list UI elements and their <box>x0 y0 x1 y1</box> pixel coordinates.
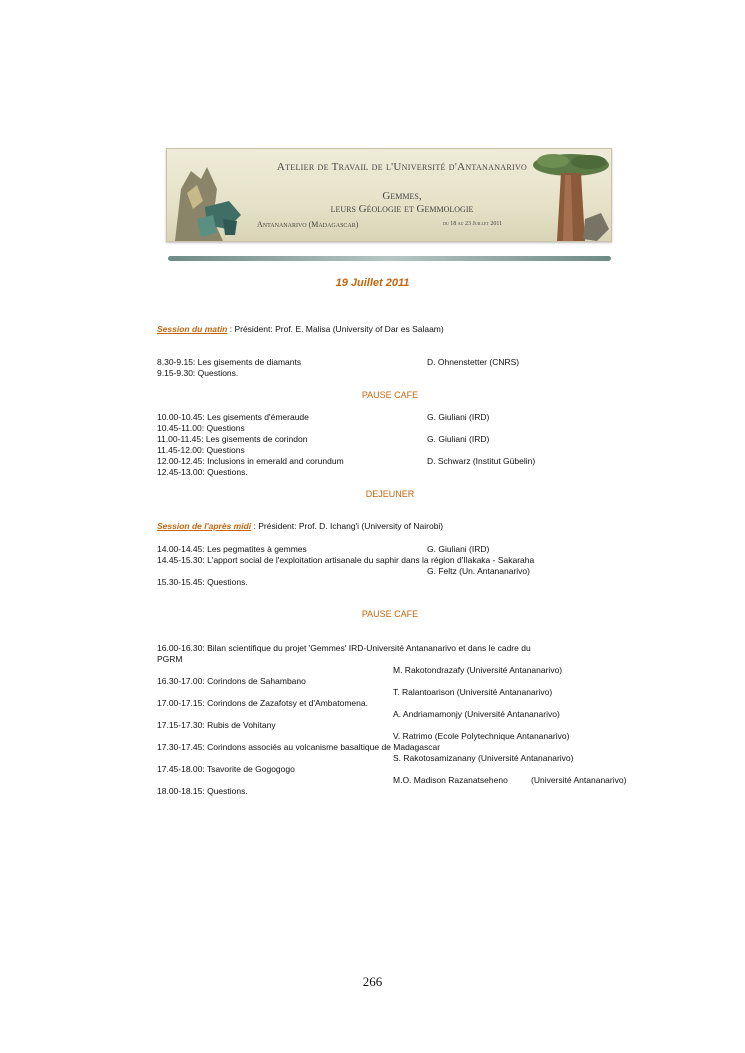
program-speaker: G. Feltz (Un. Antananarivo) <box>427 566 530 576</box>
program-entry: 10.00-10.45: Les gisements d'émeraude <box>157 412 309 422</box>
page-number: 266 <box>362 974 383 989</box>
program-entry: 12.45-13.00: Questions. <box>157 467 248 477</box>
program-entry: 16.00-16.30: Bilan scientifique du projet 'Gemmes' IRD-Université Antananarivo et dans le cadre du <box>157 643 531 653</box>
session-afternoon-header <box>157 521 443 531</box>
program-entry: 9.15-9.30: Questions. <box>157 368 239 378</box>
banner-title: Atelier de Travail de l'Université d'Antananarivo <box>276 161 528 173</box>
program-entry: 11.00-11.45: Les gisements de corindon <box>157 434 308 444</box>
program-entry: 17.15-17.30: Rubis de Vohitany <box>157 720 276 730</box>
program-entry: 10.45-11.00: Questions <box>157 423 245 433</box>
program-entry: 11.45-12.00: Questions <box>157 445 245 455</box>
pause-cafe-1: PAUSE CAFE <box>361 390 419 400</box>
program-entry: 16.30-17.00: Corindons de Sahambano <box>157 676 306 686</box>
program-speaker: S. Rakotosamizanany (Université Antananarivo) <box>393 753 574 763</box>
banner-location: Antananarivo (Madagascar) <box>257 220 359 229</box>
program-speaker: D. Schwarz (Institut Gübelin) <box>427 456 536 466</box>
program-speaker: G. Giuliani (IRD) <box>427 544 490 554</box>
program-entry: 15.30-15.45: Questions. <box>157 577 248 587</box>
day-title: 19 Juillet 2011 <box>335 277 410 289</box>
program-entry: 14.45-15.30: L'apport social de l'exploitation artisanale du saphir dans la région d'Ilakaka - Sakaraha <box>157 555 535 565</box>
header-banner <box>166 148 612 242</box>
program-entry: 12.00-12.45: Inclusions in emerald and corundum <box>157 456 344 466</box>
decorative-divider-bar <box>168 256 611 261</box>
banner-subtitle: Gemmes, <box>382 190 422 202</box>
program-speaker: V. Ratrimo (Ecole Polytechnique Antananarivo) <box>393 731 570 741</box>
program-speaker: D. Ohnenstetter (CNRS) <box>427 357 520 367</box>
lunch-break: DEJEUNER <box>365 489 415 499</box>
program-entry: PGRM <box>157 654 183 664</box>
program-entry: 14.00-14.45: Les pegmatites à gemmes <box>157 544 307 554</box>
program-speaker-affiliation: (Université Antananarivo) <box>531 775 627 785</box>
pause-cafe-2: PAUSE CAFE <box>361 609 419 619</box>
session-morning-label: Session du matin <box>157 324 228 334</box>
program-entry: 8.30-9.15: Les gisements de diamants <box>157 357 302 367</box>
program-entry: 17.00-17.15: Corindons de Zazafotsy et d'Ambatomena. <box>157 698 368 708</box>
banner-dates: du 18 au 23 Juillet 2011 <box>443 221 503 227</box>
baobab-illustration <box>531 149 611 241</box>
session-morning-chair: : Président: Prof. E. Malisa (University of Dar es Salaam) <box>227 324 444 334</box>
program-speaker: T. Ralantoarison (Université Antananarivo) <box>393 687 553 697</box>
program-speaker: G. Giuliani (IRD) <box>427 412 490 422</box>
gem-rock-illustration <box>167 149 245 241</box>
session-afternoon-chair: : Président: Prof. D. Ichang'i (University of Nairobi) <box>251 521 444 531</box>
program-speaker: M.O. Madison Razanatseheno <box>393 775 508 785</box>
program-speaker: A. Andriamamonjy (Université Antananarivo) <box>393 709 560 719</box>
program-entry: 18.00-18.15: Questions. <box>157 786 248 796</box>
program-speaker: M. Rakotondrazafy (Université Antananarivo) <box>393 665 563 675</box>
program-entry: 17.30-17.45: Corindons associés au volcanisme basaltique de Madagascar <box>157 742 441 752</box>
session-afternoon-label: Session de l'après midi <box>157 521 252 531</box>
banner-subtitle-2: leurs Géologie et Gemmologie <box>330 203 474 215</box>
session-morning-header <box>157 324 444 334</box>
program-speaker: G. Giuliani (IRD) <box>427 434 490 444</box>
program-entry: 17.45-18.00: Tsavorite de Gogogogo <box>157 764 295 774</box>
